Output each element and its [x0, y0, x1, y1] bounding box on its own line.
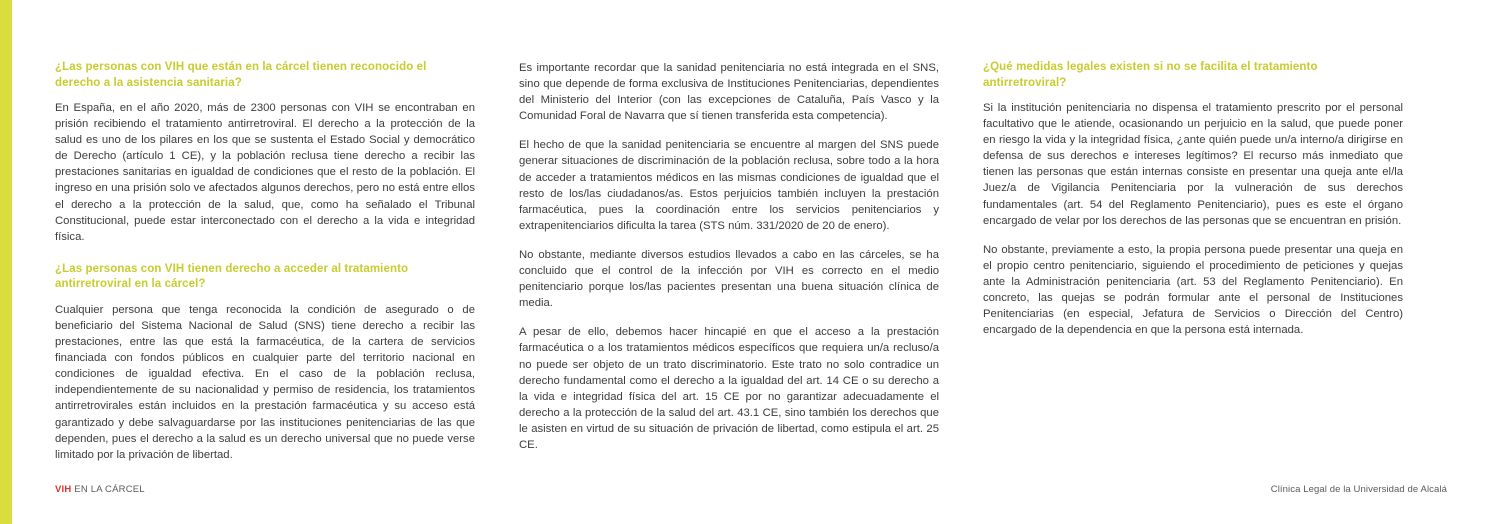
column-middle	[519, 60, 939, 463]
paragraph: Cualquier persona que tenga reconocida la condición de asegurado o de beneficiario del Sistema Nacional de Salud (SNS) tiene derecho a recibir las prestaciones, entre las que está la farmacéutica, de la cartera de servicios financiada con fondos públicos en cualquier parte del territorio nacional en condiciones de igualdad efectiva. En el caso de la población reclusa, independientemente de su nacionalidad y permiso de residencia, los tratamientos antirretrovirales están incluidos en la prestación farmacéutica y su acceso está garantizado y debe salvaguardarse por las instituciones penitenciarias de las que dependen, pues el derecho a la salud es un derecho universal que no puede verse limitado por la privación de libertad.	[55, 303, 475, 461]
section-block	[983, 60, 1403, 338]
paragraph: No obstante, mediante diversos estudios llevados a cabo en las cárceles, se ha concluido que el control de la infección por VIH es correcto en el medio penitenciario porque los/las pacientes presentan una buena situación clínica de media.	[519, 248, 939, 310]
footer-brand-vih: VIH	[55, 484, 72, 495]
paragraph: Es importante recordar que la sanidad penitenciaria no está integrada en el SNS, sino que depende de forma exclusiva de Instituciones Penitenciarias, dependientes del Ministerio del Interior (con las excepciones de Cataluña, País Vasco y la Comunidad Foral de Navarra que sí tienen transferida esta competencia).	[519, 62, 939, 123]
section-block	[519, 60, 939, 453]
section-block	[55, 60, 475, 245]
section-heading: ¿Las personas con VIH tienen derecho a acceder al tratamiento antirretroviral en la cárcel?	[55, 262, 409, 291]
paragraph: No obstante, previamente a esto, la propia persona puede presentar una queja en el propio centro penitenciario, siguiendo el procedimiento de peticiones y quejas ante la Administración penitenciaria (art. 53 del Reglamento Penitenciario). En concreto, las quejas se podrán formular ante el personal de Instituciones Penitenciarias (en especial, Jefatura de Servicios o Dirección del Centro) encargado de la dependencia en que la persona está internada.	[983, 243, 1403, 337]
section-heading: ¿Las personas con VIH que están en la cárcel tienen reconocido el derecho a la asistencia sanitaria?	[55, 61, 427, 89]
three-column-layout	[55, 60, 1445, 463]
section-heading: ¿Qué medidas legales existen si no se facilita el tratamiento antirretroviral?	[983, 61, 1318, 89]
section-block	[55, 262, 475, 463]
paragraph: El hecho de que la sanidad penitenciaria se encuentre al margen del SNS puede generar situaciones de discriminación de la población reclusa, sobre todo a la hora de acceder a tratamientos médicos en las mismas condiciones de igualdad que el resto de los/las ciudadanos/as. Estos perjuicios también incluyen la prestación farmacéutica, pues la coordinación entre los servicios penitenciarios y extrapenitenciarios dificulta la tarea (STS núm. 331/2020 de 20 de enero).	[519, 139, 939, 232]
paragraph: En España, en el año 2020, más de 2300 personas con VIH se encontraban en prisión recibiendo el tratamiento antirretroviral. El derecho a la protección de la salud es uno de los pilares en los que se sustenta el Estado Social y democrático de Derecho (artículo 1 CE), y la población reclusa tiene derecho a recibir las prestaciones sanitarias en igualdad de condiciones que el resto de la población. El ingreso en una prisión solo ve afectados algunos derechos, pero no está entre ellos el derecho a la protección de la salud, que, como ha señalado el Tribunal Constitucional, puede estar interconectado con el derecho a la vida e integridad física.	[55, 102, 475, 243]
paragraph: A pesar de ello, debemos hacer hincapié en que el acceso a la prestación farmacéutica o a los tratamientos médicos específicos que requiera un/a recluso/a no puede ser objeto de un trato discriminatorio. Este trato no solo contradice un derecho fundamental como el derecho a la igualdad del art. 14 CE o su derecho a la vida e integridad física del art. 15 CE por no garantizar adecuadamente el derecho a la protección de la salud del art. 43.1 CE, sino también los derechos que le asisten en virtud de su situación de privación de libertad, como estipula el art. 25 CE.	[519, 326, 939, 451]
footer-institution: Clínica Legal de la Universidad de Alcalá	[1270, 484, 1447, 495]
page-footer	[55, 484, 1447, 498]
footer-brand-rest: EN LA CÁRCEL	[71, 484, 145, 495]
column-left	[55, 60, 475, 463]
left-accent-bar	[0, 0, 12, 524]
footer-brand	[55, 484, 145, 495]
paragraph: Si la institución penitenciaria no dispensa el tratamiento prescrito por el personal facultativo que le atiende, ocasionando un perjuicio en la salud, que puede poner en riesgo la vida y la integridad física, ¿ante quién puede un/a interno/a dirigirse en defensa de sus derechos e intereses legítimos? El recurso más inmediato que tienen las personas que están internas consiste en presentar una queja ante el/la Juez/a de Vigilancia Penitenciaria por la vulneración de sus derechos fundamentales (art. 54 del Reglamento Penitenciario), pues es este el órgano encargado de velar por los derechos de las personas que se encuentran en prisión.	[983, 102, 1403, 227]
column-right	[983, 60, 1403, 463]
